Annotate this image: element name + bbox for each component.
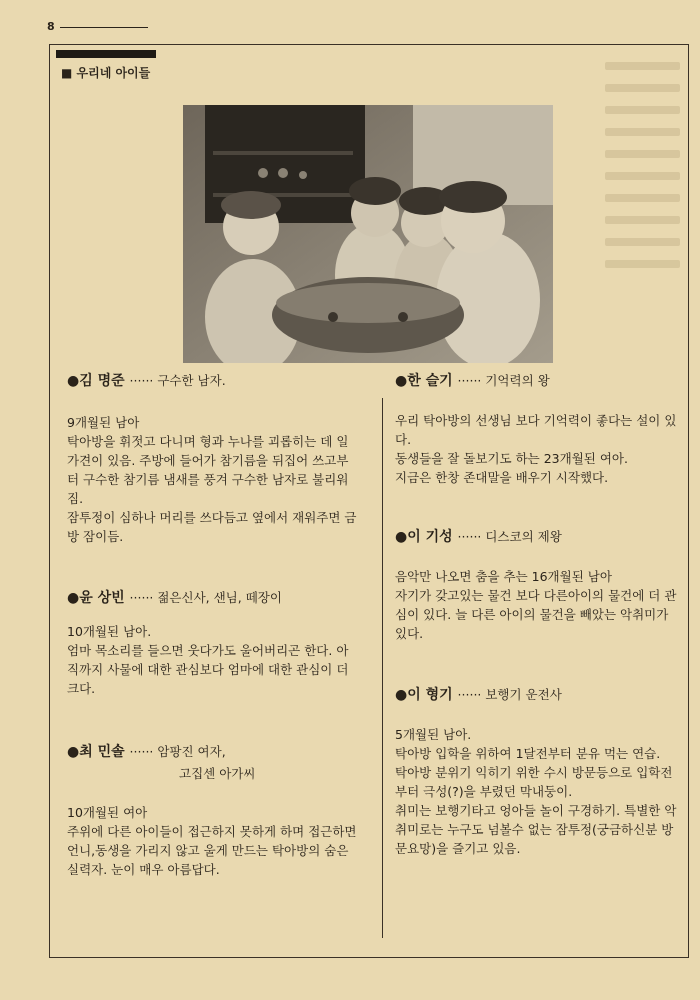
child-nickname-cont: 고집센 아가씨: [179, 766, 256, 781]
right-column: [395, 371, 680, 858]
page-number: 8: [47, 20, 55, 33]
section-header-bar: [56, 50, 156, 58]
entry-choi-minsol: [67, 742, 357, 879]
entry-heading: [395, 371, 680, 391]
entry-heading: [67, 742, 357, 783]
entry-line: 우리 탁아방의 선생님 보다 기억력이 좋다는 설이 있다.: [395, 413, 677, 447]
child-name: ●김 명준: [67, 373, 125, 389]
entry-line: 자기가 갖고있는 물건 보다 다른아이의 물건에 더 관심이 있다. 늘 다른 아이의 물건을 빼았는 악취미가 있다.: [395, 588, 677, 641]
child-name: ●이 형기: [395, 687, 453, 703]
top-rule: [60, 27, 148, 28]
entry-body: [67, 803, 357, 879]
child-nickname: ······ 구수한 남자.: [129, 373, 226, 388]
entry-line: 음악만 나오면 춤을 추는 16개월된 남아: [395, 569, 612, 584]
entry-line: 엄마 목소리를 들으면 웃다가도 울어버리곤 한다. 아직까지 사물에 대한 관심보다 엄마에 대한 관심이 더 크다.: [67, 643, 349, 696]
entry-body: [67, 622, 357, 698]
entry-line: 탁아방 분위기 익히기 위한 수시 방문등으로 입학전부터 극성(?)을 부렸던 막내둥이.: [395, 765, 673, 799]
entry-line: 동생들을 잘 돌보기도 하는 23개월된 여아.: [395, 451, 628, 466]
child-name: ●이 기성: [395, 529, 453, 545]
entry-heading: [395, 527, 680, 547]
entry-kim-myeongjun: [67, 371, 357, 546]
column-divider: [382, 398, 383, 938]
entry-body: [395, 725, 680, 858]
entry-yun-sangbin: [67, 588, 357, 698]
entry-heading: [395, 685, 680, 705]
entry-line: 취미는 보행기타고 엉아들 놀이 구경하기. 특별한 악취미로는 누구도 넘볼수 없는 잠투정(궁금하신분 방문요망)을 즐기고 있음.: [395, 803, 677, 856]
child-name: ●최 민솔: [67, 744, 125, 760]
entry-line: 탁아방 입학을 위하여 1달전부터 분유 먹는 연습.: [395, 746, 661, 761]
entry-line: 10개월된 여아: [67, 805, 148, 820]
entry-heading: [67, 371, 357, 391]
child-nickname: ······ 디스코의 제왕: [457, 529, 562, 544]
child-name: ●한 슬기: [395, 373, 453, 389]
entry-body: [67, 413, 357, 546]
child-nickname: ······ 보행기 운전사: [457, 687, 562, 702]
entry-body: [395, 567, 680, 643]
entry-line: 주위에 다른 아이들이 접근하지 못하게 하며 접근하면 언니,동생을 가리지 않고 울게 만드는 탁아방의 숨은 실력자. 눈이 매우 아름답다.: [67, 824, 357, 877]
child-nickname: ······ 암팡진 여자,: [129, 744, 226, 759]
entry-line: 잠투정이 심하나 머리를 쓰다듬고 옆에서 재워주면 금방 잠이듬.: [67, 510, 357, 544]
children-photo: [183, 105, 553, 363]
left-column: [67, 371, 357, 879]
entry-line: 9개월된 남아: [67, 415, 140, 430]
section-label: ■ 우리네 아이들: [61, 66, 151, 80]
entry-line: 5개월된 남아.: [395, 727, 472, 742]
entry-body: [395, 411, 680, 487]
entry-line: 지금은 한창 존대말을 배우기 시작했다.: [395, 470, 609, 485]
entry-heading: [67, 588, 357, 608]
entry-lee-giseong: [395, 527, 680, 643]
entry-line: 탁아방을 휘젓고 다니며 형과 누나를 괴롭히는 데 일가견이 있음. 주방에 들어가 참기름을 뒤집어 쓰고부터 구수한 참기름 냄새를 풍겨 구수한 남자로 불리워짐.: [67, 434, 349, 506]
child-nickname: ······ 젊은신사, 샌님, 떼장이: [129, 590, 282, 605]
child-nickname: ······ 기억력의 왕: [457, 373, 550, 388]
entry-line: 10개월된 남아.: [67, 624, 152, 639]
child-name: ●윤 상빈: [67, 590, 125, 606]
entry-lee-hyeonggi: [395, 685, 680, 858]
entry-han-seulgi: [395, 371, 680, 487]
